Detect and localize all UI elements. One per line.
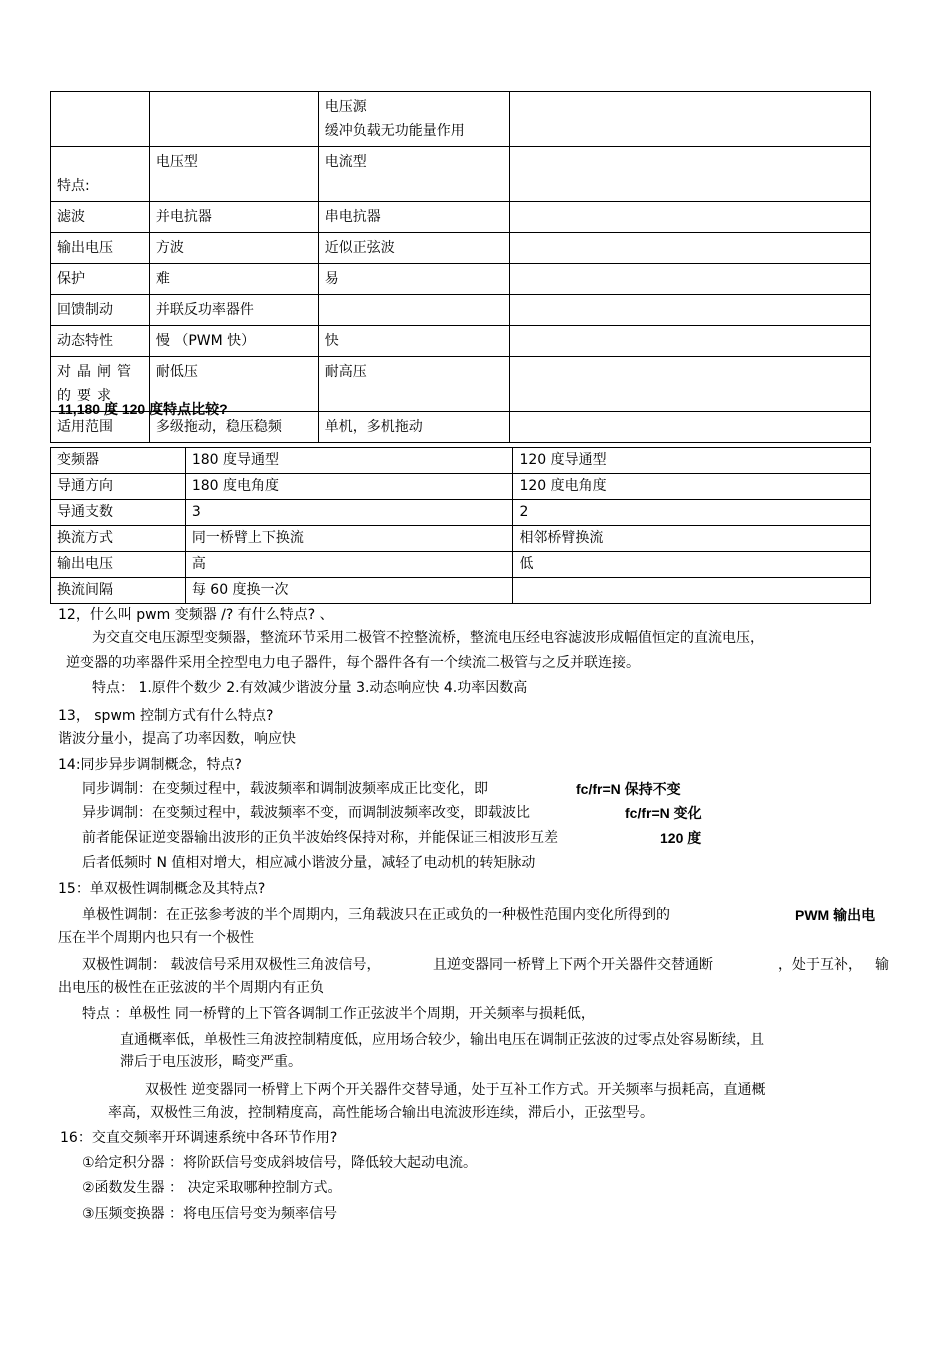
table-row xyxy=(51,92,871,147)
q15-title: 15：单双极性调制概念及其特点? xyxy=(58,881,266,897)
table-row xyxy=(51,202,871,233)
table-cell: 电流型 xyxy=(318,147,510,202)
table-cell: 适用范围 xyxy=(51,412,150,443)
q15-unipolar-cont: 压在半个周期内也只有一个极性 xyxy=(58,930,254,946)
table-cell: 难 xyxy=(149,264,318,295)
q11-title: 11,180 度 120 度特点比较? xyxy=(58,401,228,417)
table-cell: 对晶闸管 的要求 xyxy=(51,357,150,412)
table-cell: 回馈制动 xyxy=(51,295,150,326)
table-row xyxy=(51,552,871,578)
table-row xyxy=(51,526,871,552)
table-cell xyxy=(513,578,871,604)
q16-title: 16：交直交频率开环调速系统中各环节作用? xyxy=(60,1130,338,1146)
q16-item-1: ①给定积分器 ：将阶跃信号变成斜坡信号，降低较大起动电流。 xyxy=(82,1155,477,1171)
table-cell xyxy=(510,92,871,147)
conduction-mode-comparison-table xyxy=(50,447,871,604)
q12-features: 特点： 1.原件个数少 2.有效减少谐波分量 3.动态响应快 4.功率因数高 xyxy=(92,680,528,696)
table-cell: 耐高压 xyxy=(318,357,510,412)
table-cell: 近似正弦波 xyxy=(318,233,510,264)
q15-bipolar-desc3: ，处于互补， xyxy=(778,957,862,973)
table-cell: 180 度电角度 xyxy=(185,474,513,500)
q13-title: 13， spwm 控制方式有什么特点? xyxy=(58,708,274,724)
q15-unipolar-desc: 单极性调制：在正弦参考波的半个周期内，三角载波只在正或负的一种极性范围内变化所得到的 xyxy=(82,907,670,923)
table-cell: 2 xyxy=(513,500,871,526)
table-cell: 输出电压 xyxy=(51,552,186,578)
table-cell: 电压源 缓冲负载无功能量作用 xyxy=(318,92,510,147)
table-row xyxy=(51,264,871,295)
table-row xyxy=(51,233,871,264)
q13-answer: 谐波分量小，提高了功率因数，响应快 xyxy=(58,731,296,747)
q14-title: 14:同步异步调制概念，特点? xyxy=(58,757,242,773)
table-cell xyxy=(510,264,871,295)
table-cell: 单机，多机拖动 xyxy=(318,412,510,443)
table-cell: 慢 （PWM 快） xyxy=(149,326,318,357)
q14-sync-desc: 同步调制：在变频过程中，载波频率和调制波频率成正比变化，即 xyxy=(82,781,488,797)
q15-unipolar-pwm: PWM 输出电 xyxy=(795,907,876,923)
table-cell: 180 度导通型 xyxy=(185,448,513,474)
table-cell: 同一桥臂上下换流 xyxy=(185,526,513,552)
table-cell: 电压型 xyxy=(149,147,318,202)
q14-async-ratio: fc/fr=N 变化 xyxy=(625,805,702,821)
table-row xyxy=(51,147,871,202)
table-cell: 易 xyxy=(318,264,510,295)
table-cell: 并联反功率器件 xyxy=(149,295,318,326)
q15-bipolar-cont: 出电压的极性在正弦波的半个周期内有正负 xyxy=(58,980,324,996)
table-cell xyxy=(510,295,871,326)
table-row xyxy=(51,326,871,357)
table-cell xyxy=(510,357,871,412)
table-cell xyxy=(510,233,871,264)
table-cell: 每 60 度换一次 xyxy=(185,578,513,604)
table-row xyxy=(51,295,871,326)
table-cell: 特点: xyxy=(51,147,150,202)
q15-features-2: 直通概率低，单极性三角波控制精度低，应用场合较少，输出电压在调制正弦波的过零点处容易断续，且 xyxy=(120,1032,764,1048)
q14-async-desc: 异步调制：在变频过程中，载波频率不变，而调制波频率改变，即载波比 xyxy=(82,805,530,821)
q12-answer-line1: 为交直交电压源型变频器，整流环节采用二极管不控整流桥，整流电压经电容滤波形成幅值恒定的直流电压， xyxy=(92,630,764,646)
q15-features-1: 特点 ：单极性 同一桥臂的上下管各调制工作正弦波半个周期，开关频率与损耗低， xyxy=(82,1006,595,1022)
table-cell: 换流间隔 xyxy=(51,578,186,604)
q14-former-angle: 120 度 xyxy=(660,830,702,846)
table-cell xyxy=(510,326,871,357)
table-row xyxy=(51,500,871,526)
table-cell: 输出电压 xyxy=(51,233,150,264)
table-cell xyxy=(510,412,871,443)
table-cell xyxy=(149,92,318,147)
table-row xyxy=(51,578,871,604)
table-cell: 耐低压 xyxy=(149,357,318,412)
table-cell: 保护 xyxy=(51,264,150,295)
table-cell xyxy=(510,202,871,233)
q15-features-5: 率高，双极性三角波，控制精度高，高性能场合输出电流波形连续，滞后小，正弦型号。 xyxy=(108,1105,654,1121)
q14-latter: 后者低频时 N 值相对增大，相应减小谐波分量，减轻了电动机的转矩脉动 xyxy=(82,855,536,871)
table-cell: 方波 xyxy=(149,233,318,264)
q15-bipolar-desc4: 输 xyxy=(875,957,889,973)
table-cell: 低 xyxy=(513,552,871,578)
table-cell: 相邻桥臂换流 xyxy=(513,526,871,552)
table-cell: 并电抗器 xyxy=(149,202,318,233)
table-cell: 3 xyxy=(185,500,513,526)
q14-sync-ratio: fc/fr=N 保持不变 xyxy=(576,781,681,797)
table-cell xyxy=(510,147,871,202)
inverter-type-comparison-table xyxy=(50,91,871,443)
table-cell: 滤波 xyxy=(51,202,150,233)
table-cell: 120 度电角度 xyxy=(513,474,871,500)
table-cell: 换流方式 xyxy=(51,526,186,552)
q15-features-4: 双极性 逆变器同一桥臂上下两个开关器件交替导通，处于互补工作方式。开关频率与损耗高，直通概 xyxy=(145,1082,766,1098)
table-row xyxy=(51,474,871,500)
table-cell: 快 xyxy=(318,326,510,357)
table-cell xyxy=(51,92,150,147)
table-cell: 多级拖动，稳压稳频 xyxy=(149,412,318,443)
q12-answer-line2: 逆变器的功率器件采用全控型电力电子器件，每个器件各有一个续流二极管与之反并联连接。 xyxy=(66,655,640,671)
table-row xyxy=(51,448,871,474)
table-cell: 高 xyxy=(185,552,513,578)
table-cell: 动态特性 xyxy=(51,326,150,357)
table-cell: 导通方向 xyxy=(51,474,186,500)
q14-former: 前者能保证逆变器输出波形的正负半波始终保持对称，并能保证三相波形互差 xyxy=(82,830,558,846)
table-cell: 导通支数 xyxy=(51,500,186,526)
q15-features-3: 滞后于电压波形，畸变严重。 xyxy=(120,1054,302,1070)
table-cell: 120 度导通型 xyxy=(513,448,871,474)
q16-item-3: ③压频变换器 ：将电压信号变为频率信号 xyxy=(82,1206,337,1222)
table-cell: 变频器 xyxy=(51,448,186,474)
q12-title: 12，什么叫 pwm 变频器 /? 有什么特点? 、 xyxy=(58,607,334,623)
table-cell xyxy=(318,295,510,326)
table-cell: 串电抗器 xyxy=(318,202,510,233)
q15-bipolar-desc2: 且逆变器同一桥臂上下两个开关器件交替通断 xyxy=(433,957,713,973)
q15-bipolar-desc: 双极性调制： 载波信号采用双极性三角波信号， xyxy=(82,957,381,973)
q16-item-2: ②函数发生器 ： 决定采取哪种控制方式。 xyxy=(82,1180,342,1196)
